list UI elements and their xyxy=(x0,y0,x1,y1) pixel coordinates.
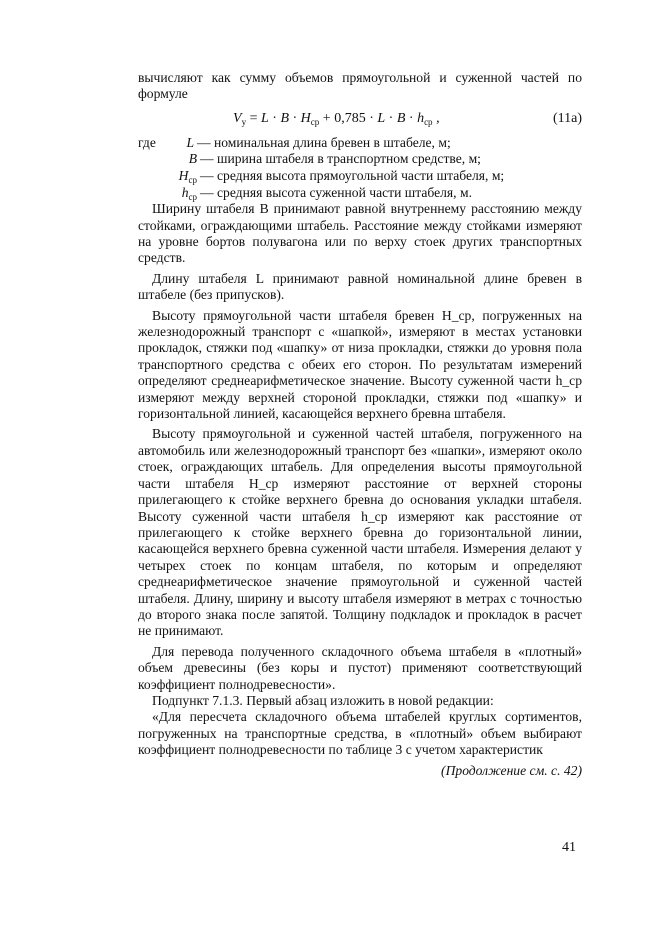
definition-item xyxy=(138,135,582,152)
definition-prefix: где xyxy=(138,134,156,150)
document-page xyxy=(138,70,582,779)
definition-item xyxy=(138,185,582,202)
definition-symbol: $h_{ср}$ xyxy=(181,184,197,202)
definition-symbol: B xyxy=(188,151,197,167)
paragraph-height-without-cap: Высоту прямоугольной и суженной частей штабеля, погруженного на автомобиль или железнодорожный транспорт без «шапки», измеряют около стоек, ограждающих штабель. Для определения высоты прямоугольной части штабеля H_ср измеряют расстояние от верхней стороны прилегающего к стойке верхнего бревна до основания укладки штабеля. Высоту суженной части штабеля h_ср измеряют как расстояние от прилегающего к стойке верхнего бревна до горизонтальной линии, касающейся верхнего бревна суженной части штабеля. Измерения делают у четырех стоек по концам штабеля, по которым и определяют среднеарифметическое значение прямоугольной и суженной частей штабеля. Длину, ширину и высоту штабеля измеряют в метрах с точностью до второго знака после запятой. Толщину подкладок и прокладок в расчет не принимают. xyxy=(138,426,582,639)
paragraph-subclause: Подпункт 7.1.3. Первый абзац изложить в новой редакции: xyxy=(152,692,494,708)
definition-item xyxy=(138,168,582,185)
definition-symbol: $H_{ср}$ xyxy=(178,168,197,185)
definition-text: — средняя высота прямоугольной части штабеля, м; xyxy=(200,168,505,183)
definition-text: — средняя высота суженной части штабеля, м. xyxy=(200,184,472,200)
paragraph-new-wording: «Для пересчета складочного объема штабелей круглых сортиментов, погруженных на транспортные средства, в «плотный» объем выбирают коэффициент полнодревесности по таблице 3 с учетом характеристик xyxy=(138,709,582,758)
intro-paragraph: вычисляют как сумму объемов прямоугольной и суженной частей по формуле xyxy=(138,70,582,102)
page-number: 41 xyxy=(562,840,576,855)
continuation-note: (Продолжение см. с. 42) xyxy=(441,762,582,778)
definition-text: — номинальная длина бревен в штабеле, м; xyxy=(197,134,451,150)
paragraph-conversion: Для перевода полученного складочного объема штабеля в «плотный» объем древесины (без коры и пустот) применяют соответствующий коэффициент полнодревесности». xyxy=(138,643,582,692)
definition-symbol: L xyxy=(186,134,194,150)
formula-number: (11а) xyxy=(552,110,582,126)
paragraph-width: Ширину штабеля B принимают равной внутреннему расстоянию между стойками, ограждающими штабель. Расстояние между стойками измеряют на уровне бортов полувагона или по верху стоек других транспортных средств. xyxy=(138,201,582,266)
paragraph-height-with-cap: Высоту прямоугольной части штабеля бревен H_ср, погруженных на железнодорожный транспорт с «шапкой», измеряют в местах установки прокладок, стяжки под «шапку» от низа прокладки, стяжки до уровня пола транспортного средства с обеих его сторон. По результатам измерений определяют среднеарифметическое значение. Высоту суженной части h_ср измеряют между верхней стороной прокладки, стяжки под «шапку» и горизонтальной линией, касающейся верхнего бревна штабеля. xyxy=(138,307,582,422)
formula-expression: $V_у = L \cdot B \cdot H_{ср} + 0,785 \cdot L \cdot B \cdot h_{ср}$ , xyxy=(233,110,440,127)
definitions-list xyxy=(138,135,582,201)
paragraph-length: Длину штабеля L принимают равной номинальной длине бревен в штабеле (без припусков). xyxy=(138,270,582,303)
definition-text: — ширина штабеля в транспортном средстве, м; xyxy=(200,151,481,167)
definition-item xyxy=(138,151,582,168)
formula-11a xyxy=(138,107,582,133)
